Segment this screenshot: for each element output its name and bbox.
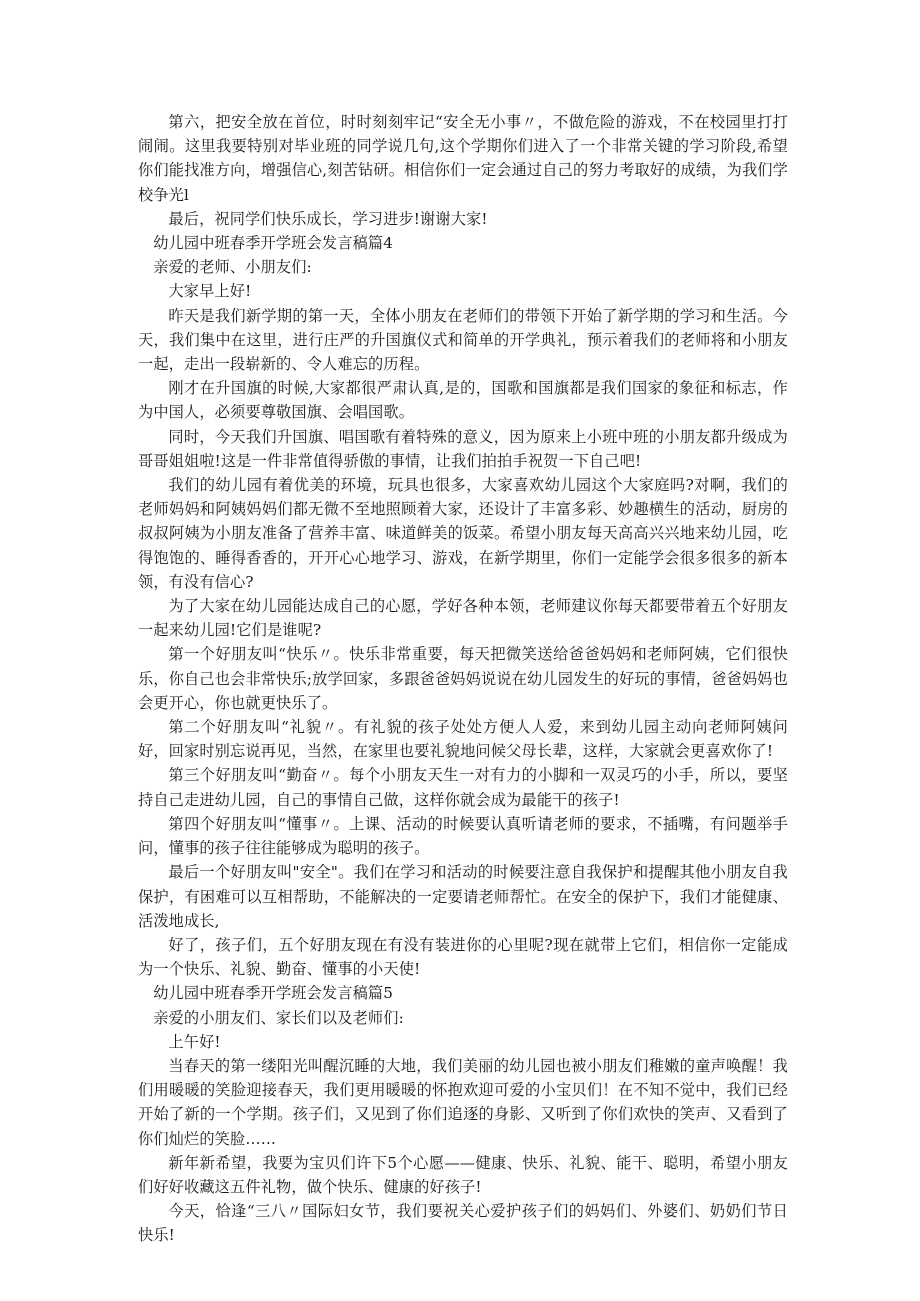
paragraph-five-friends: 为了大家在幼儿园能达成自己的心愿，学好各种本领，老师建议你每天都要带着五个好朋友一起来幼儿园!它们是谁呢? bbox=[138, 597, 788, 640]
paragraph-upgrade: 同时，今天我们升国旗、唱国歌有着特殊的意义，因为原来上小班中班的小朋友都升级成为哥哥姐姐啦!这是一件非常值得骄傲的事情，让我们拍拍手祝贺一下自己吧! bbox=[138, 427, 788, 470]
paragraph-wishes: 新年新希望，我要为宝贝们许下5个心愿——健康、快乐、礼貌、能干、聪明，希望小朋友们好好收藏这五件礼物，做个快乐、健康的好孩子! bbox=[138, 1153, 788, 1196]
paragraph-safety: 第六，把安全放在首位，时时刻刻牢记“安全无小事〃，不做危险的游戏，不在校园里打打闹闹。这里我要特别对毕业班的同学说几句,这个学期你们进入了一个非常关键的学习阶段,希望你们能找准方向，增强信心,刻苦钻研。相信你们一定会通过自己的努力考取好的成绩，为我们学校争光l bbox=[138, 113, 788, 204]
document-body bbox=[138, 110, 788, 1248]
paragraph-environment: 我们的幼儿园有着优美的环境，玩具也很多，大家喜欢幼儿园这个大家庭吗?对啊，我们的老师妈妈和阿姨妈妈们都无微不至地照顾着大家，还设计了丰富多彩、妙趣横生的活动，厨房的叔叔阿姨为小朋友准备了营养丰富、味道鲜美的饭菜。希望小朋友每天高高兴兴地来幼儿园，吃得饱饱的、睡得香香的，开开心心地学习、游戏，在新学期里，你们一定能学会很多很多的新本领，有没有信心? bbox=[138, 476, 788, 591]
paragraph-flag: 刚才在升国旗的时候,大家都很严肃认真,是的，国歌和国旗都是我们国家的象征和标志，作为中国人，必须要尊敬国旗、会唱国歌。 bbox=[138, 379, 788, 422]
salutation-5: 亲爱的小朋友们、家长们以及老师们: bbox=[153, 1008, 404, 1027]
section-title-4: 幼儿园中班春季开学班会发言稿篇4 bbox=[153, 234, 394, 253]
paragraph-friend-happy: 第一个好朋友叫“快乐〃。快乐非常重要，每天把微笑送给爸爸妈妈和老师阿姨，它们很快乐，你自己也会非常快乐;放学回家，多跟爸爸妈妈说说在幼儿园发生的好玩的事情，爸爸妈妈也会更开心，你也就更快乐了。 bbox=[138, 645, 788, 712]
paragraph-conclusion-4: 好了，孩子们，五个好朋友现在有没有装进你的心里呢?现在就带上它们，相信你一定能成为一个快乐、礼貌、勤奋、懂事的小天使! bbox=[138, 935, 788, 979]
paragraph-friend-safety: 最后一个好朋友叫"安全"。我们在学习和活动的时候要注意自我保护和提醒其他小朋友自我保护，有困难可以互相帮助，不能解决的一定要请老师帮忙。在安全的保护下，我们才能健康、活泼地成长, bbox=[138, 863, 788, 930]
paragraph-spring: 当春天的第一缕阳光叫醒沉睡的大地，我们美丽的幼儿园也被小朋友们稚嫩的童声唤醒！我们用暖暖的笑脸迎接春天，我们更用暖暖的怀抱欢迎可爱的小宝贝们！在不知不觉中，我们已经开始了新的一个学期。孩子们，又见到了你们追逐的身影、又听到了你们欢快的笑声、又看到了你们灿烂的笑脸…… bbox=[138, 1056, 788, 1148]
paragraph-first-day: 昨天是我们新学期的第一天，全体小朋友在老师们的带领下开始了新学期的学习和生活。今天，我们集中在这里，进行庄严的升国旗仪式和简单的开学典礼，预示着我们的老师将和小朋友一起，走出一段崭新的、令人难忘的历程。 bbox=[138, 306, 788, 374]
greeting-4: 大家早上好! bbox=[168, 282, 252, 301]
paragraph-womens-day: 今天，恰逢“三八〃国际妇女节，我们要祝关心爱护孩子们的妈妈们、外婆们、奶奶们节日快乐! bbox=[138, 1202, 788, 1245]
paragraph-friend-diligent: 第三个好朋友叫“勤奋〃。每个小朋友天生一对有力的小脚和一双灵巧的小手，所以，要坚持自己走进幼儿园，自己的事情自己做，这样你就会成为最能干的孩子! bbox=[138, 766, 788, 809]
paragraph-friend-sensible: 第四个好朋友叫“懂事〃。上课、活动的时候要认真听请老师的要求，不插嘴，有问题举手问，懂事的孩子往往能够成为聪明的孩子。 bbox=[138, 814, 788, 858]
salutation-4: 亲爱的老师、小朋友们: bbox=[153, 258, 312, 277]
section-title-5: 幼儿园中班春季开学班会发言稿篇5 bbox=[153, 984, 394, 1003]
paragraph-closing-wish: 最后，祝同学们快乐成长，学习进步!谢谢大家! bbox=[168, 209, 488, 228]
paragraph-friend-polite: 第二个好朋友叫“礼貌〃。有礼貌的孩子处处方便人人爱，来到幼儿园主动向老师阿姨问好，回家时别忘说再见，当然，在家里也要礼貌地问候父母长辈，这样，大家就会更喜欢你了! bbox=[138, 718, 788, 761]
greeting-5: 上午好! bbox=[168, 1032, 221, 1051]
